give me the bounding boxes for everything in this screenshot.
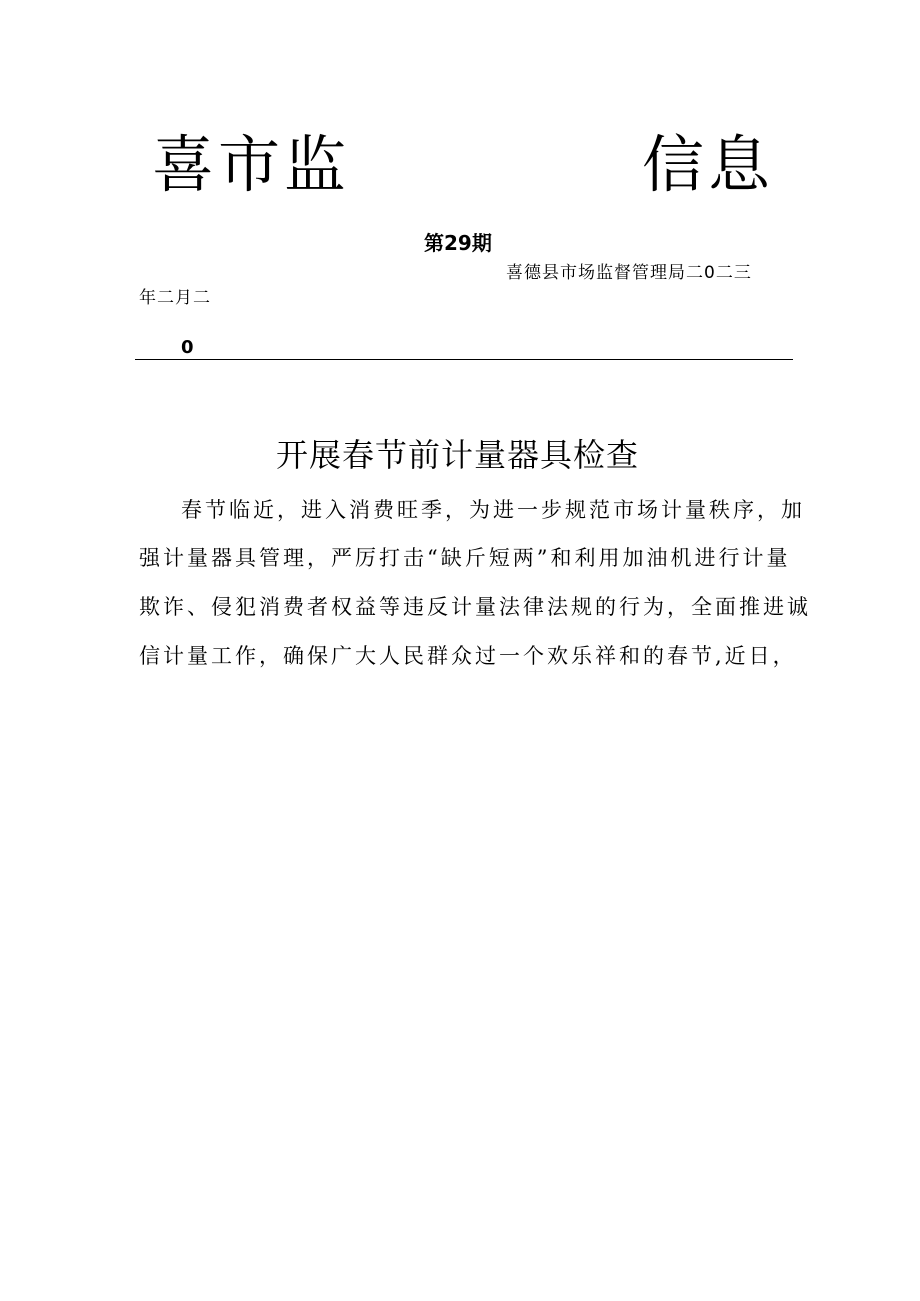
article-body-line: 信计量工作，确保广大人民群众过一个欢乐祥和的春节,近日， [139,644,797,668]
masthead-title-right: 信息 [642,128,775,201]
masthead-title-left: 喜市监 [152,128,351,201]
header-divider [135,359,793,360]
issue-number: 第29期 [424,231,492,255]
issuer-date-line-2: 年二月二 [139,288,211,308]
issuer-date-line-1: 喜德县市场监督管理局二0二三 [506,263,752,283]
article-body-line: 强计量器具管理，严厉打击“缺斤短两”和利用加油机进行计量 [139,546,791,570]
issuer-date-line-3: 0 [181,337,194,358]
article-body-line: 春节临近，进入消费旺季，为进一步规范市场计量秩序，加 [181,498,805,522]
article-body-line: 欺诈、侵犯消费者权益等违反计量法律法规的行为，全面推进诚 [139,595,811,619]
article-title: 开展春节前计量器具检查 [276,436,640,474]
